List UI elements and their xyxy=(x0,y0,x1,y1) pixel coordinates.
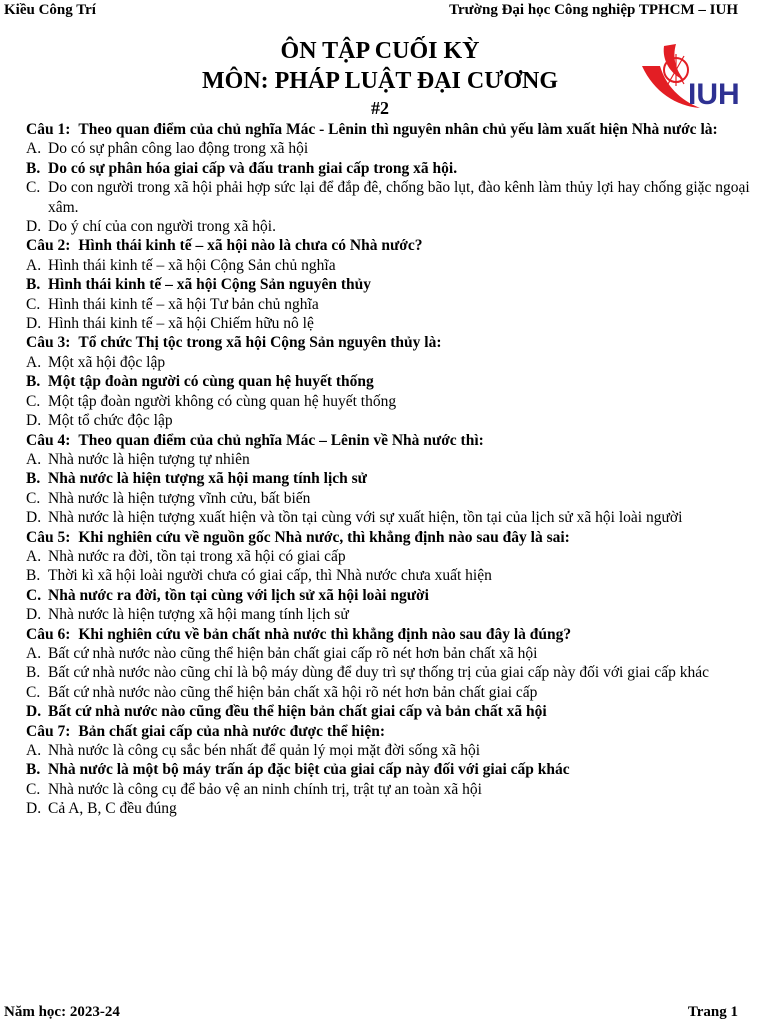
option-letter: A. xyxy=(26,256,42,274)
question xyxy=(26,120,756,139)
answer-option xyxy=(26,217,756,236)
question-number: Câu 4: xyxy=(26,431,71,449)
option-letter: D. xyxy=(26,800,42,818)
option-letter: C. xyxy=(26,295,41,313)
question-number: Câu 7: xyxy=(26,722,71,740)
option-text: Hình thái kinh tế – xã hội Tư bản chủ nghĩa xyxy=(48,295,319,313)
answer-option xyxy=(26,547,756,566)
option-letter: B. xyxy=(26,276,41,294)
option-text: Nhà nước là hiện tượng xuất hiện và tồn tại cùng với sự xuất hiện, tồn tại của lịch sử xã hội loài người xyxy=(48,509,683,527)
page-title: ÔN TẬP CUỐI KỲ xyxy=(280,38,480,64)
question xyxy=(26,333,756,352)
answer-option xyxy=(26,489,756,508)
option-letter: B. xyxy=(26,761,41,779)
question-number: Câu 3: xyxy=(26,334,71,352)
option-letter: B. xyxy=(26,373,41,391)
option-text: Do ý chí của con người trong xã hội. xyxy=(48,218,276,236)
question-text: Hình thái kinh tế – xã hội nào là chưa có Nhà nước? xyxy=(78,237,423,255)
option-text: Nhà nước ra đời, tồn tại cùng với lịch sử xã hội loài người xyxy=(48,586,429,604)
option-letter: C. xyxy=(26,489,41,507)
answer-option-correct xyxy=(26,702,756,721)
option-letter: B. xyxy=(26,567,41,585)
option-text: Nhà nước là hiện tượng tự nhiên xyxy=(48,450,250,468)
option-text: Nhà nước là công cụ để bảo vệ an ninh chính trị, trật tự an toàn xã hội xyxy=(48,780,482,798)
option-letter: A. xyxy=(26,547,42,565)
footer-page: Trang 1 xyxy=(687,1004,738,1020)
option-text: Bất cứ nhà nước nào cũng đều thể hiện bản chất giai cấp và bản chất xã hội xyxy=(48,703,547,721)
question-text: Theo quan điểm của chủ nghĩa Mác – Lênin về Nhà nước thì: xyxy=(78,431,484,449)
option-text: Bất cứ nhà nước nào cũng chỉ là bộ máy dùng để duy trì sự thống trị của giai cấp này đối với giai cấp khác xyxy=(48,664,709,682)
option-text: Do có sự phân hóa giai cấp và đấu tranh giai cấp trong xã hội. xyxy=(48,159,458,177)
option-text: Nhà nước là hiện tượng vĩnh cửu, bất biến xyxy=(48,489,311,507)
answer-option xyxy=(26,566,756,585)
question-text: Theo quan điểm của chủ nghĩa Mác - Lênin thì nguyên nhân chủ yếu làm xuất hiện Nhà nước là: xyxy=(78,121,718,138)
option-letter: D. xyxy=(26,606,42,624)
option-text: Một tập đoàn người không có cùng quan hệ huyết thống xyxy=(48,392,397,410)
option-text: Do con người trong xã hội phải hợp sức lại để đắp đê, chống bão lụt, đào kênh làm thủy lợi hay chống giặc ngoại xâm. xyxy=(48,179,750,216)
option-letter: A. xyxy=(26,353,42,371)
question xyxy=(26,625,756,644)
option-text: Một xã hội độc lập xyxy=(48,353,166,371)
question-number: Câu 2: xyxy=(26,237,71,255)
option-text: Hình thái kinh tế – xã hội Cộng Sản nguyên thủy xyxy=(48,276,372,294)
iuh-logo xyxy=(636,40,746,110)
answer-option xyxy=(26,392,756,411)
answer-option xyxy=(26,314,756,333)
answer-option xyxy=(26,741,756,760)
option-text: Cả A, B, C đều đúng xyxy=(48,800,177,818)
option-letter: A. xyxy=(26,742,42,759)
option-letter: D. xyxy=(26,412,42,430)
answer-option xyxy=(26,683,756,702)
answer-option xyxy=(26,295,756,314)
answer-option xyxy=(26,644,756,663)
subject-title: MÔN: PHÁP LUẬT ĐẠI CƯƠNG xyxy=(202,68,558,94)
option-letter: B. xyxy=(26,664,41,682)
option-letter: D. xyxy=(26,703,42,721)
question-text: Bản chất giai cấp của nhà nước được thể hiện: xyxy=(78,722,385,740)
question-number: Câu 1: xyxy=(26,121,71,138)
option-text: Bất cứ nhà nước nào cũng thể hiện bản chất giai cấp rõ nét hơn bản chất xã hội xyxy=(48,644,538,662)
question-text: Khi nghiên cứu về nguồn gốc Nhà nước, thì khẳng định nào sau đây là sai: xyxy=(78,528,570,546)
option-letter: A. xyxy=(26,450,42,468)
answer-option-correct xyxy=(26,159,756,178)
option-text: Nhà nước là hiện tượng xã hội mang tính lịch sử xyxy=(48,606,349,624)
answer-option xyxy=(26,256,756,275)
option-text: Hình thái kinh tế – xã hội Chiếm hữu nô lệ xyxy=(48,315,314,333)
option-letter: C. xyxy=(26,179,41,197)
option-text: Nhà nước là một bộ máy trấn áp đặc biệt của giai cấp này đối với giai cấp khác xyxy=(48,761,570,779)
answer-option xyxy=(26,139,756,158)
question-text: Khi nghiên cứu về bản chất nhà nước thì khẳng định nào sau đây là đúng? xyxy=(78,625,572,643)
option-text: Thời kì xã hội loài người chưa có giai cấp, thì Nhà nước chưa xuất hiện xyxy=(48,567,492,585)
answer-option-correct xyxy=(26,372,756,391)
option-letter: B. xyxy=(26,159,41,177)
option-text: Nhà nước ra đời, tồn tại trong xã hội có giai cấp xyxy=(48,547,346,565)
option-letter: C. xyxy=(26,683,41,701)
question xyxy=(26,722,756,741)
option-text: Một tập đoàn người có cùng quan hệ huyết thống xyxy=(48,373,374,391)
option-text: Một tổ chức độc lập xyxy=(48,412,173,430)
answer-option xyxy=(26,508,756,527)
answer-option xyxy=(26,178,756,217)
answer-option xyxy=(26,450,756,469)
header-school: Trường Đại học Công nghiệp TPHCM – IUH xyxy=(449,2,738,18)
option-letter: B. xyxy=(26,470,41,488)
question xyxy=(26,431,756,450)
answer-option xyxy=(26,411,756,430)
answer-option xyxy=(26,353,756,372)
option-text: Bất cứ nhà nước nào cũng thể hiện bản chất xã hội rõ nét hơn bản chất giai cấp xyxy=(48,683,538,701)
answer-option-correct xyxy=(26,469,756,488)
header-author: Kiều Công Trí xyxy=(4,2,96,18)
option-text: Do có sự phân công lao động trong xã hội xyxy=(48,140,309,158)
option-letter: A. xyxy=(26,644,42,662)
question-number: Câu 5: xyxy=(26,528,71,546)
option-text: Nhà nước là công cụ sắc bén nhất để quản lý mọi mặt đời sống xã hội xyxy=(48,742,480,759)
option-text: Nhà nước là hiện tượng xã hội mang tính lịch sử xyxy=(48,470,367,488)
option-letter: C. xyxy=(26,392,41,410)
option-letter: C. xyxy=(26,586,42,604)
question-list xyxy=(26,120,756,819)
answer-option-correct xyxy=(26,586,756,605)
answer-option xyxy=(26,605,756,624)
question xyxy=(26,236,756,255)
question xyxy=(26,528,756,547)
question-number: Câu 6: xyxy=(26,625,71,643)
footer-year: Năm học: 2023-24 xyxy=(4,1004,120,1020)
option-letter: C. xyxy=(26,780,41,798)
answer-option xyxy=(26,663,756,682)
answer-option xyxy=(26,799,756,818)
question-text: Tổ chức Thị tộc trong xã hội Cộng Sản nguyên thủy là: xyxy=(78,334,442,352)
answer-option-correct xyxy=(26,760,756,779)
exam-number: #2 xyxy=(371,98,389,118)
option-letter: D. xyxy=(26,315,42,333)
logo-text: IUH xyxy=(688,78,740,110)
option-letter: D. xyxy=(26,509,42,527)
answer-option xyxy=(26,780,756,799)
answer-option-correct xyxy=(26,275,756,294)
option-letter: A. xyxy=(26,140,42,158)
option-text: Hình thái kinh tế – xã hội Cộng Sản chủ nghĩa xyxy=(48,256,336,274)
option-letter: D. xyxy=(26,218,42,236)
